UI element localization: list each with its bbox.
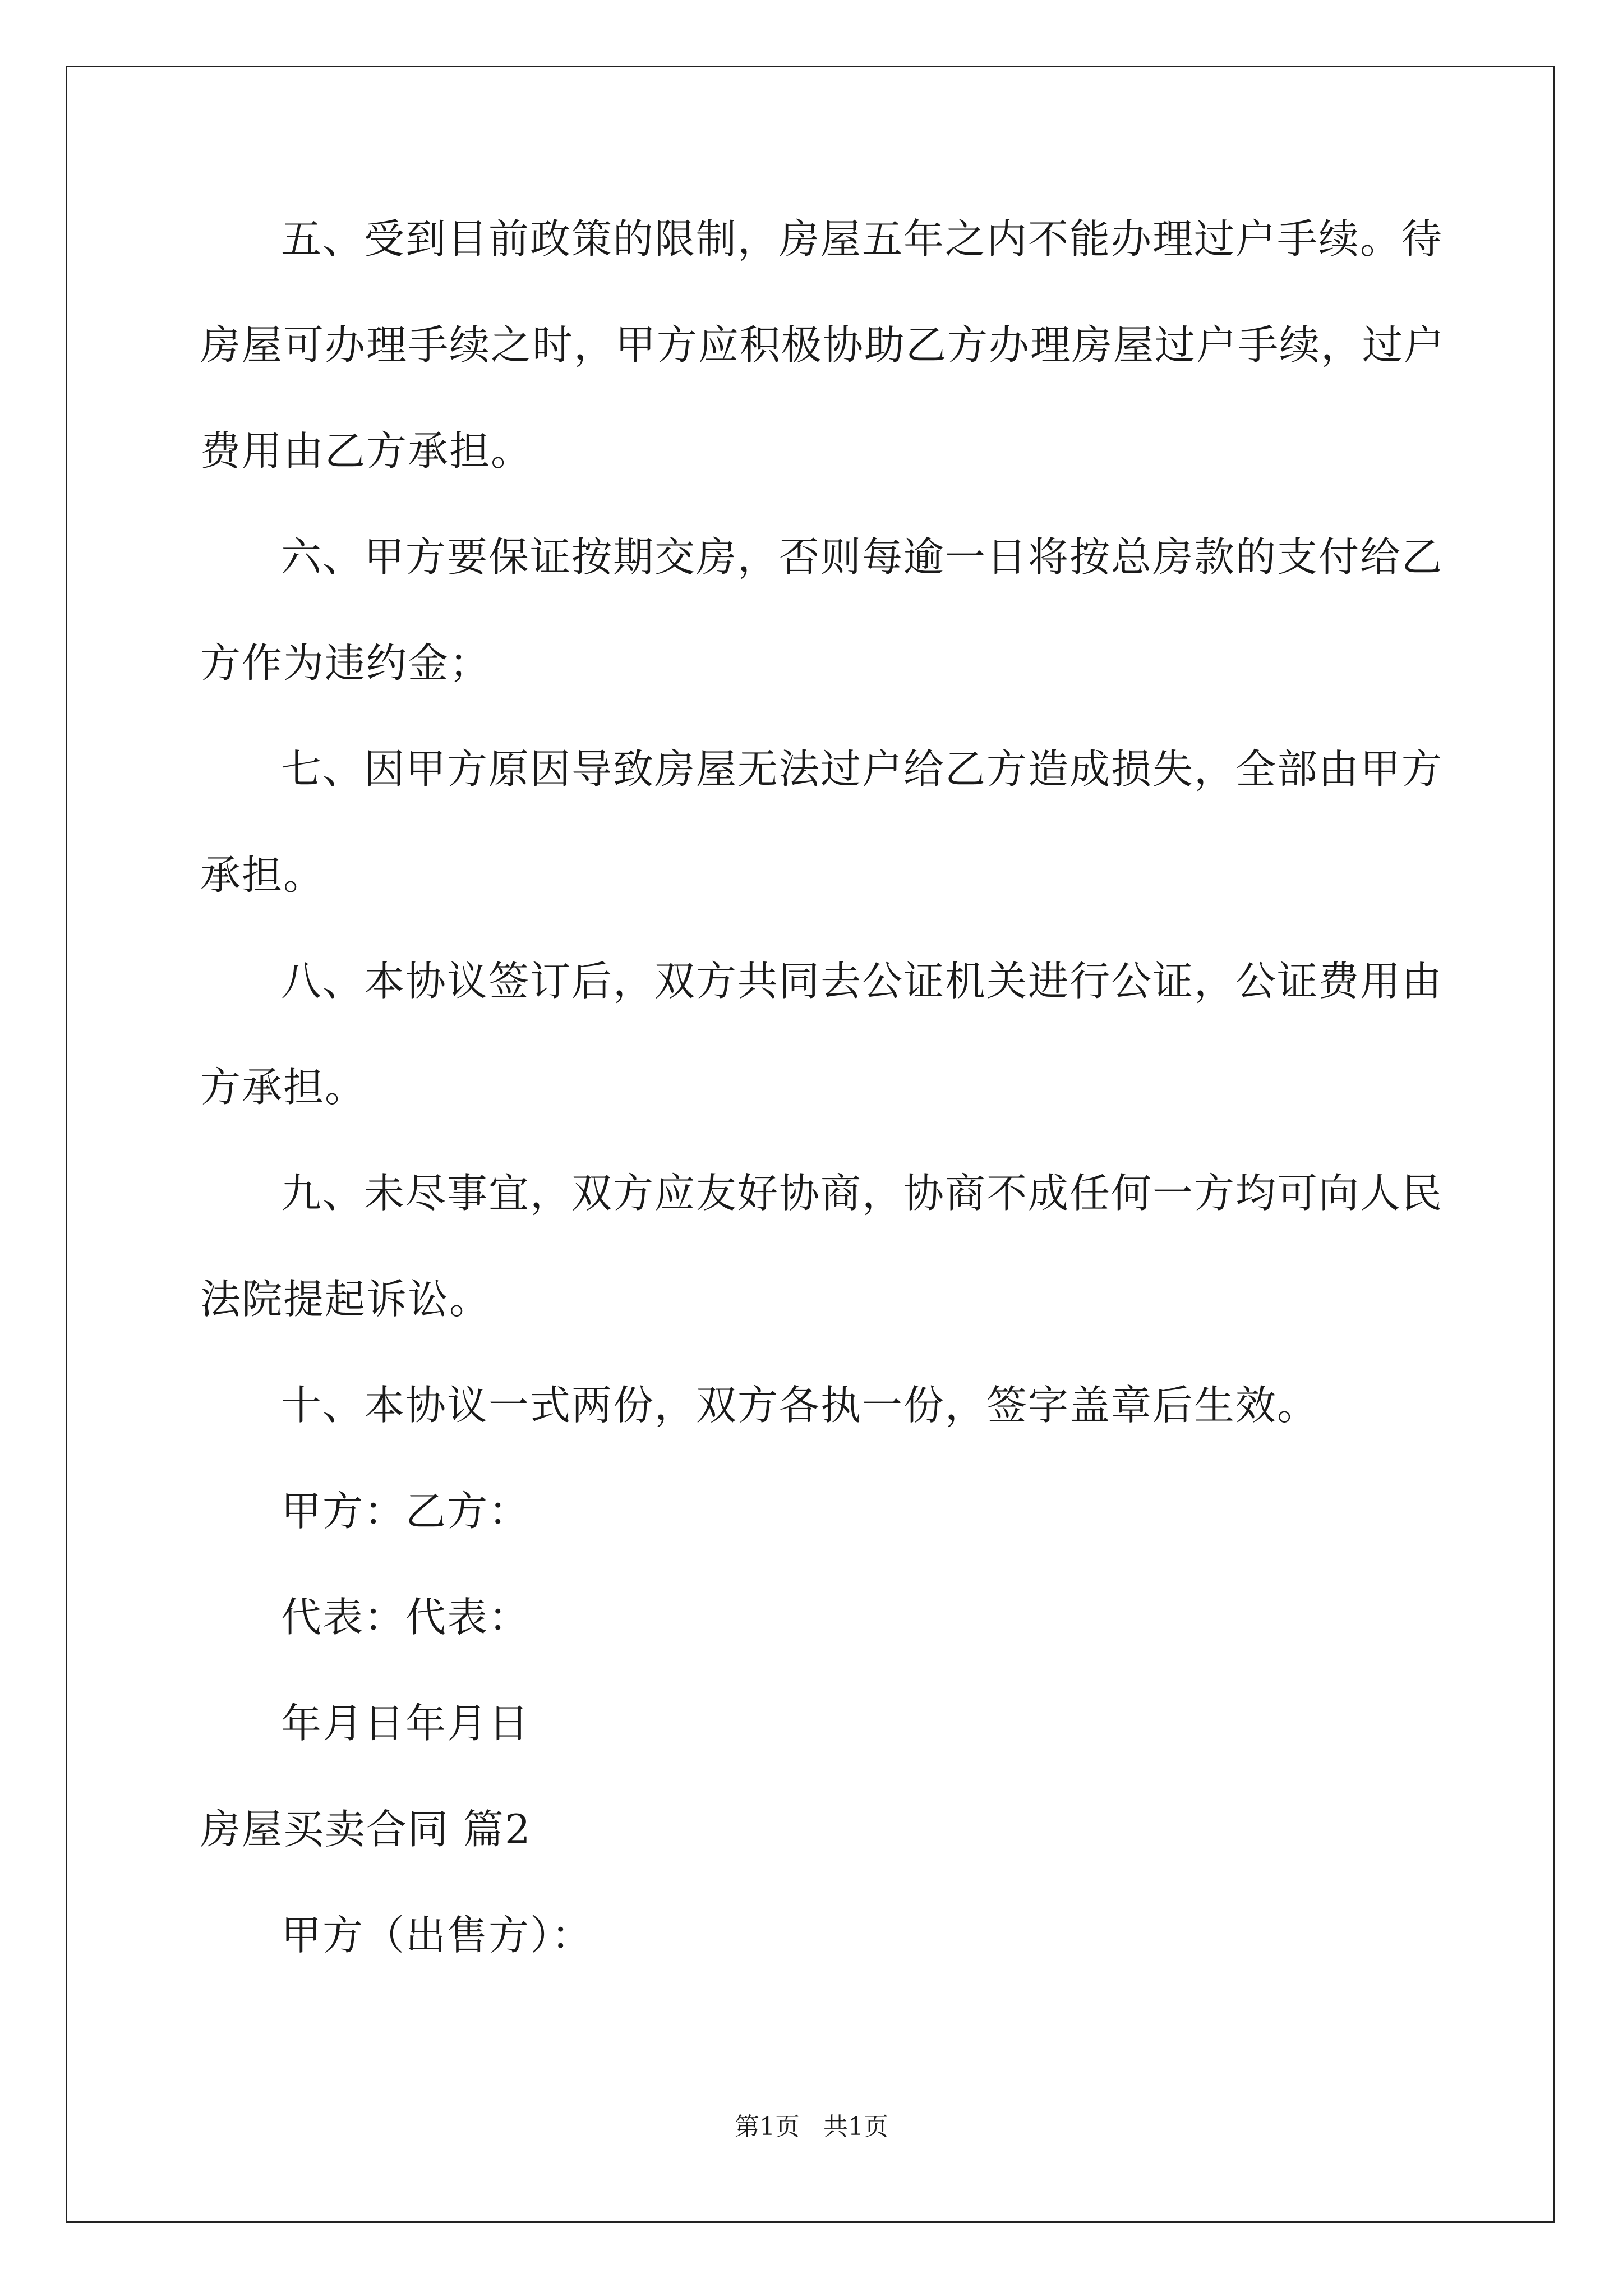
clause-6-line-1: 六、甲方要保证按期交房，否则每逾一日将按总房款的支付给乙 — [281, 533, 1444, 581]
clause-9-line-2: 法院提起诉讼。 — [200, 1276, 491, 1323]
section-heading: 房屋买卖合同 篇2 — [200, 1806, 532, 1853]
clause-8-line-1: 八、本协议签订后，双方共同去公证机关进行公证，公证费用由 — [281, 958, 1444, 1005]
signature-dates: 年月日年月日 — [281, 1700, 531, 1747]
clause-9-line-1: 九、未尽事宜，双方应友好协商，协商不成任何一方均可向人民 — [281, 1170, 1444, 1217]
party-a-seller: 甲方（出售方）： — [281, 1912, 593, 1959]
signature-parties: 甲方：乙方： — [281, 1488, 531, 1535]
clause-6-line-2: 方作为违约金； — [200, 639, 491, 687]
clause-7-line-2: 承担。 — [200, 852, 325, 899]
page-frame — [66, 66, 1555, 2223]
clause-5-line-2: 房屋可办理手续之时，甲方应积极协助乙方办理房屋过户手续，过户 — [200, 321, 1446, 369]
clause-7-line-1: 七、因甲方原因导致房屋无法过户给乙方造成损失，全部由甲方 — [281, 746, 1444, 793]
clause-10-line-1: 十、本协议一式两份，双方各执一份，签字盖章后生效。 — [281, 1382, 1319, 1429]
clause-8-line-2: 方承担。 — [200, 1064, 367, 1111]
page-number-footer: 第1页 共1页 — [735, 2113, 888, 2141]
clause-5-line-3: 费用由乙方承担。 — [200, 427, 533, 475]
signature-representatives: 代表：代表： — [281, 1594, 531, 1641]
clause-5-line-1: 五、受到目前政策的限制，房屋五年之内不能办理过户手续。待 — [281, 215, 1444, 263]
